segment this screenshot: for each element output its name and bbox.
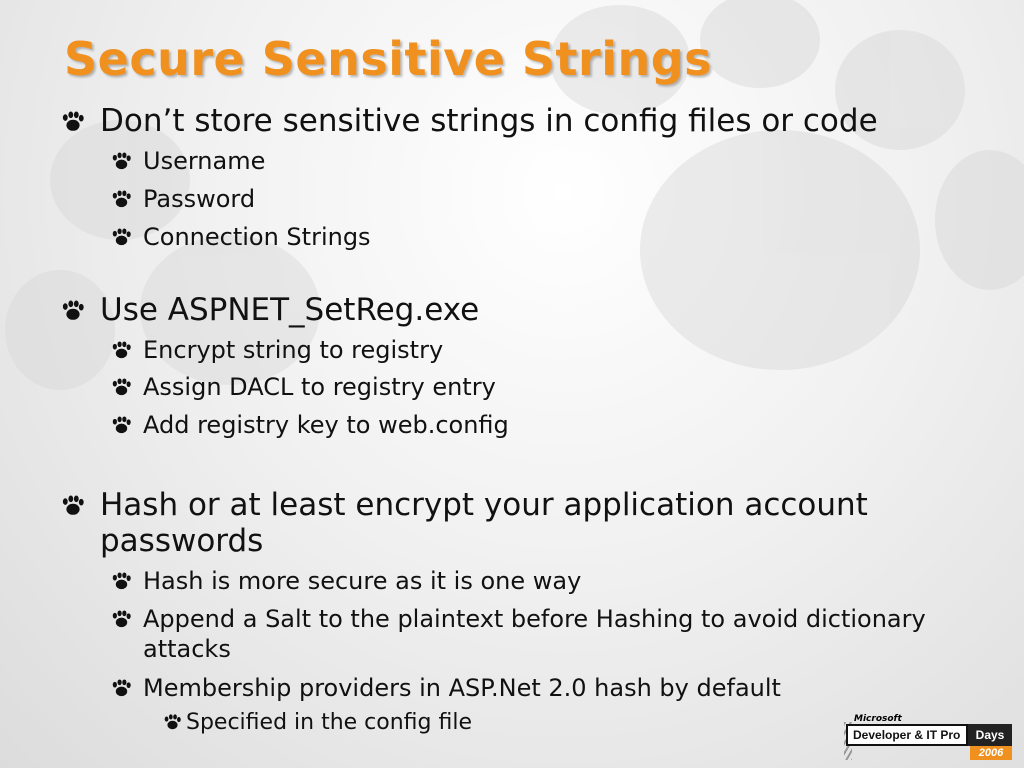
bullet-item — [112, 410, 992, 440]
bullet-item — [112, 146, 992, 176]
paw-bullet-icon — [62, 111, 100, 133]
paw-bullet-icon — [112, 572, 143, 591]
event-logo — [842, 712, 1016, 762]
bullet-item — [62, 487, 982, 559]
paw-bullet-icon — [62, 300, 100, 322]
bullet-item — [112, 604, 982, 664]
bullet-text: Specified in the config file — [186, 710, 472, 735]
bullet-item — [112, 184, 992, 214]
paw-bullet-icon — [62, 495, 100, 517]
paw-bullet-icon — [112, 679, 143, 698]
bullet-text: Add registry key to web.config — [143, 411, 509, 439]
bullet-item — [112, 335, 992, 365]
logo-days: Days — [968, 724, 1012, 746]
logo-year: 2006 — [970, 746, 1012, 760]
bullet-item — [112, 372, 992, 402]
bullet-text: Assign DACL to registry entry — [143, 373, 496, 401]
bullet-text: Hash is more secure as it is one way — [143, 567, 582, 595]
paw-bullet-icon — [112, 378, 143, 397]
bullet-item — [112, 673, 992, 703]
paw-bullet-icon — [112, 416, 143, 435]
paw-bullet-icon — [112, 610, 143, 629]
paw-bullet-icon — [112, 228, 143, 247]
paw-bullet-icon — [112, 190, 143, 209]
bullet-item — [164, 710, 804, 736]
bullet-text: Use ASPNET_SetReg.exe — [100, 292, 480, 328]
logo-brand: Microsoft — [854, 714, 902, 724]
bullet-text: Membership providers in ASP.Net 2.0 hash by default — [143, 674, 781, 702]
bullet-text: Connection Strings — [143, 223, 371, 251]
bullet-text: Append a Salt to the plaintext before Hashing to avoid dictionary attacks — [143, 605, 926, 663]
paw-bullet-icon — [164, 714, 186, 731]
bullet-item — [112, 222, 992, 252]
bullet-text: Encrypt string to registry — [143, 336, 444, 364]
slide-title: Secure Sensitive Strings — [64, 32, 713, 86]
bullet-text: Password — [143, 185, 256, 213]
bullet-text: Hash or at least encrypt your application account passwords — [100, 487, 868, 559]
bullet-item — [112, 566, 992, 596]
bullet-text: Username — [143, 147, 266, 175]
paw-bullet-icon — [112, 341, 143, 360]
logo-product: Developer & IT Pro — [846, 724, 968, 746]
paw-bullet-icon — [112, 152, 143, 171]
bullet-item — [62, 292, 1002, 328]
bullet-text: Don’t store sensitive strings in config files or code — [100, 103, 878, 139]
bullet-item — [62, 103, 1002, 139]
